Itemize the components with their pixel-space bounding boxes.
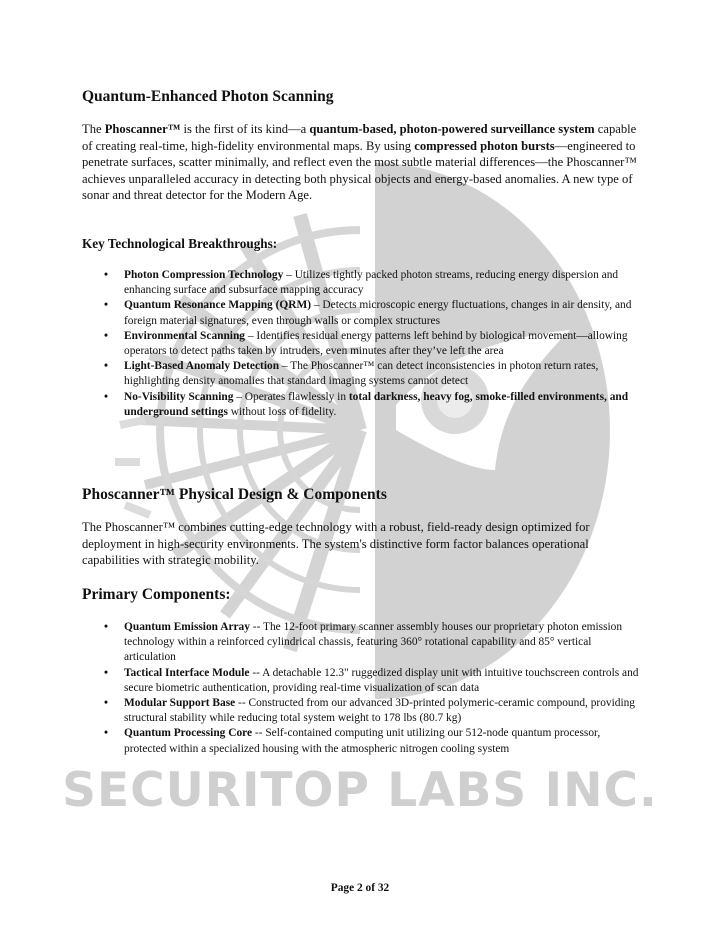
bullet-icon: • [104, 360, 108, 373]
text-run: The [82, 122, 105, 136]
bold-text-run: Quantum Processing Core [124, 727, 253, 740]
bold-text-run: Environmental Scanning [124, 329, 246, 342]
text-run: -- A detachable 12.3" ruggedized display unit with intuitive touchscreen controls and secure biometric authentication, providing real-time visualization of scan data [124, 666, 639, 694]
photon-scanning-intro [82, 121, 642, 204]
bold-text-run: compressed photon bursts [414, 138, 555, 153]
text-run: – The Phoscanner™ can detect inconsistencies in photon return rates, highlighting density anomalies that standard imaging systems cannot detect [124, 360, 599, 388]
list-item [104, 359, 640, 389]
list-item [104, 696, 640, 726]
bold-text-run: Quantum Resonance Mapping (QRM) [124, 299, 312, 312]
text-run: -- Constructed from our advanced 3D-printed polymeric-ceramic compound, providing structural stability while reducing total system weight to 178 lbs (80.7 kg) [124, 697, 635, 725]
primary-components-heading: Primary Components: [82, 586, 231, 603]
bullet-icon: • [104, 299, 108, 312]
text-run: – Identifies residual energy patterns left behind by biological movement—allowing operators to detect paths taken by intruders, even minutes after they’ve left the area [124, 329, 628, 358]
page-number: Page 2 of 32 [330, 882, 390, 894]
bullet-icon: • [104, 727, 108, 740]
list-item [104, 726, 640, 756]
breakthroughs-list [104, 268, 640, 420]
list-item [104, 390, 640, 420]
text-run: —engineered to penetrate surfaces, scatter minimally, and reflect even the most subtle material differences—the Phoscanner™ achieves unparalleled accuracy in detecting both physical objects and energy-based anomalies. A new type of sonar and threat detector for the Modern Age. [82, 138, 637, 202]
components-list [104, 620, 640, 757]
bullet-icon: • [104, 666, 108, 679]
bold-text-run: No-Visibility Scanning [124, 390, 234, 403]
bold-text-run: Photon Compression Technology [124, 269, 284, 281]
text-run: capable of creating real-time, high-fidelity environmental maps. By using [82, 122, 637, 153]
bullet-icon: • [104, 621, 108, 633]
watermark-company-text: SECURITOP LABS INC. [62, 763, 658, 818]
bullet-icon: • [104, 697, 108, 710]
bullet-icon: • [104, 390, 108, 403]
bold-text-run: Quantum Emission Array [124, 621, 250, 633]
text-run: is the first of its kind—a [180, 122, 310, 136]
text-run: without loss of fidelity. [227, 405, 337, 418]
key-breakthroughs-heading: Key Technological Breakthroughs: [82, 236, 278, 251]
text-run: – Detects microscopic energy fluctuations, changes in air density, and foreign material signatures, even through walls or complex structures [124, 299, 632, 327]
list-item [104, 329, 640, 359]
physical-design-intro: The Phoscanner™ combines cutting-edge technology with a robust, field-ready design optimized for deployment in high-security environments. The system's distinctive form factor balances operational capabilities with strategic mobility. [82, 520, 590, 567]
text-run: – Operates flawlessly in [233, 390, 349, 403]
text-run: -- Self-contained computing unit utilizing our 512-node quantum processor, protected within a specialized housing with the atmospheric nitrogen cooling system [124, 727, 601, 755]
bold-text-run: quantum-based, photon-powered surveillance system [309, 122, 595, 136]
bullet-icon: • [104, 329, 108, 342]
bold-text-run: Phoscanner™ [104, 122, 181, 136]
bullet-icon: • [104, 269, 108, 281]
list-item [104, 268, 640, 298]
list-item [104, 620, 640, 666]
bold-text-run: Modular Support Base [124, 697, 236, 710]
text-run: – Utilizes tightly packed photon streams, reducing energy dispersion and enhancing surface and subsurface mapping accuracy [124, 269, 619, 297]
text-run: -- The 12-foot primary scanner assembly houses our proprietary photon emission technology within a reinforced cylindrical chassis, featuring 360° rotational capability and 85° vertical articulation [124, 621, 623, 664]
bold-text-run: Tactical Interface Module [124, 666, 250, 679]
section-heading-physical-design: Phoscanner™ Physical Design & Components [82, 486, 387, 503]
list-item [104, 666, 640, 696]
section-heading-photon-scanning: Quantum-Enhanced Photon Scanning [82, 88, 334, 105]
bold-text-run: total darkness, heavy fog, smoke-filled environments, and underground settings [124, 390, 629, 418]
bold-text-run: Light-Based Anomaly Detection [124, 360, 280, 373]
list-item [104, 298, 640, 328]
